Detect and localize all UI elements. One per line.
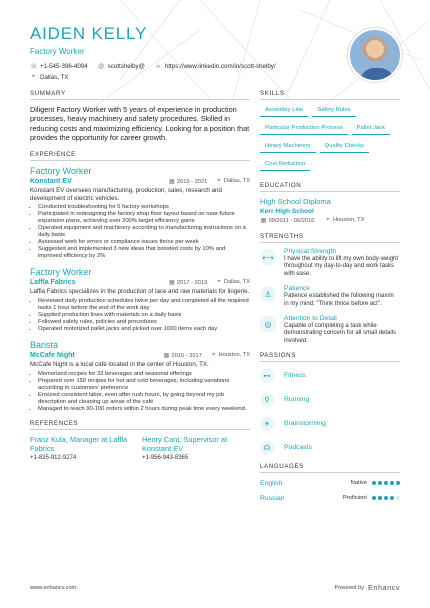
footer-url[interactable]: www.enhancv.com — [30, 584, 77, 591]
job-bullet: • Operated motorized pallet jacks and picked over 1000 items each day — [38, 326, 250, 333]
left-column — [30, 90, 250, 461]
strength-title: Physical Strength — [284, 248, 337, 255]
language-name: English — [260, 479, 283, 487]
calendar-icon: ▦ — [260, 218, 267, 224]
rating-dot — [372, 496, 376, 500]
passions-heading: PASSIONS — [260, 352, 400, 362]
passion-item — [260, 439, 400, 456]
job-dates: 2019 - 2021 — [176, 179, 208, 186]
rating-dot — [384, 481, 388, 485]
job-bullet: • Conducted troubleshooting for 5 factory workshops — [38, 204, 250, 211]
skills-heading: SKILLS — [260, 90, 400, 100]
strength-description: Patience established the following maxim in my mind: "Think thrice before act". — [284, 293, 394, 307]
right-column — [260, 90, 400, 508]
reference-name: Franz Kula, Manager at Laffla Fabrics — [30, 434, 128, 453]
skill-tag: Particular Production Process — [260, 123, 348, 135]
location-pin-icon: ⌖ — [217, 178, 221, 185]
skill-tag: Quality Checks — [320, 141, 370, 153]
link-icon: ∞ — [156, 63, 161, 70]
linkedin-text: https://www.linkedin.com/in/scott-shelby/ — [164, 63, 276, 70]
dumbbell-icon: ⊷ — [260, 369, 274, 383]
page-footer — [30, 583, 400, 592]
at-icon: @ — [98, 63, 105, 70]
location-pin-icon: ⌖ — [211, 351, 216, 358]
job-location: Dallas, TX — [223, 178, 250, 185]
candidate-title: Factory Worker — [30, 47, 85, 56]
education-location: Houston, TX — [332, 217, 365, 223]
job-company: Konstant EV — [30, 178, 72, 186]
candidate-name: AIDEN KELLY — [30, 24, 148, 43]
job-role: Factory Worker — [30, 166, 92, 177]
language-rating — [372, 496, 400, 500]
skill-tag: Heavy Machinery — [260, 141, 316, 153]
language-name: Russian — [260, 494, 285, 502]
education-school: Kerr High School — [260, 208, 314, 215]
job-bullet: • Followed safety rules, policies and procedures — [38, 319, 250, 326]
job-description: Konstant EV oversees manufacturing, production, sales, research and development of electric vehicles. — [30, 187, 222, 202]
email-text: scottshelby@ — [107, 63, 145, 70]
education-heading: EDUCATION — [260, 182, 400, 192]
strength-title: Attention to Detail — [284, 315, 337, 323]
references-list — [30, 435, 250, 461]
language-rating — [372, 481, 400, 485]
experience-item — [30, 340, 250, 413]
job-bullet: • Assessed work for errors or compliance issues thrice per week — [38, 239, 250, 246]
job-description: McCafe Night is a local café located in the center of Houston, TX. — [30, 360, 209, 368]
job-bullet: • Suggested and implemented 3 new ideas that boosted costs by 10% and improved efficiency by 2% — [38, 246, 250, 260]
job-company: McCafe Night — [30, 351, 75, 359]
phone-text: +1-545-396-4094 — [40, 63, 88, 70]
job-bullet: • Operated equipment and machinery according to manufacturing instructions on a daily basis — [38, 225, 250, 239]
footer-powered-by: Powered by — [334, 584, 364, 591]
skill-tag: Pallet Jack — [352, 123, 390, 135]
strength-item — [260, 248, 400, 278]
reference-phone: +1-835-912-9274 — [30, 454, 77, 461]
rating-dot — [390, 496, 394, 500]
location-contact — [30, 74, 68, 81]
passion-label: Brainstorming — [284, 420, 326, 428]
reference-name: Henry Cant, Supervisor at Konstant EV — [142, 434, 228, 453]
location-pin-icon: ⌖ — [326, 217, 330, 223]
experience-item — [30, 166, 250, 260]
education-degree: High School Diploma — [260, 197, 331, 206]
rating-dot — [390, 481, 394, 485]
job-location: Houston, TX — [218, 351, 250, 358]
experience-heading: EXPERIENCE — [30, 151, 250, 161]
skill-tag: Safety Rules — [312, 105, 355, 117]
job-bullet: • Prepared over 150 recipes for hot and cold beverages, including variations according to customers' preference — [38, 378, 250, 392]
skill-tag: Assembly Line — [260, 105, 308, 117]
job-bullet: • Reviewed daily production schedules twice per day and completed all the required tasks 1 hour before the end of the work day — [38, 298, 250, 312]
job-bullets — [38, 204, 250, 260]
passion-item — [260, 367, 400, 384]
calendar-icon: ▦ — [168, 280, 175, 287]
lightbulb-icon: ☀ — [260, 417, 274, 431]
resume-header — [30, 24, 340, 85]
contact-info — [30, 63, 340, 81]
phone-contact[interactable] — [30, 63, 88, 70]
rating-dot — [384, 496, 388, 500]
references-heading: REFERENCES — [30, 420, 250, 430]
strength-item — [260, 315, 400, 345]
profile-photo — [348, 28, 402, 82]
rating-dot — [372, 481, 376, 485]
job-bullet: • Memorized recipes for 33 beverages and seasonal offerings — [38, 371, 250, 378]
language-item — [260, 478, 400, 488]
experience-item — [30, 267, 250, 333]
language-item — [260, 493, 400, 503]
education-item — [260, 197, 400, 224]
rating-dot — [396, 496, 400, 500]
footer-brand: Enhancv — [368, 583, 400, 592]
calendar-icon: ▦ — [168, 179, 175, 186]
job-dates: 2017 - 2019 — [176, 280, 208, 287]
job-bullets — [38, 298, 250, 333]
runner-icon: ⚲ — [260, 393, 274, 407]
phone-icon: ☏ — [30, 64, 38, 70]
person-icon: ♙ — [260, 286, 276, 302]
languages-heading: LANGUAGES — [260, 463, 400, 473]
target-icon: ◎ — [260, 316, 276, 332]
arrows-icon: ⟷ — [260, 249, 276, 265]
headphones-icon: ☊ — [260, 441, 274, 455]
language-level: Native — [350, 480, 367, 487]
job-bullet: • Participated in redesigning the factory shop floor layout based on near-future expansion plans, achieving over 200% target efficiency gains — [38, 211, 250, 225]
job-bullet: • Supplied production lines with materials on a daily basis — [38, 312, 250, 319]
skills-list — [260, 105, 400, 171]
job-role: Barista — [30, 339, 59, 350]
strength-description: Capable of completing a task while demonstrating concern for all small details involved. — [284, 323, 397, 344]
strength-item — [260, 285, 400, 308]
profile-photo-shirt — [360, 68, 394, 82]
strengths-heading: STRENGTHS — [260, 233, 400, 243]
passion-label: Running — [284, 396, 310, 404]
job-role: Factory Worker — [30, 267, 92, 278]
location-pin-icon: ⌖ — [217, 279, 221, 286]
linkedin-contact[interactable] — [155, 63, 276, 70]
passion-item — [260, 391, 400, 408]
location-pin-icon: ⌖ — [31, 74, 36, 80]
calendar-icon: ▦ — [163, 352, 170, 359]
job-company: Laffla Fabrics — [30, 279, 76, 287]
languages-list — [260, 478, 400, 503]
summary-text: Diligent Factory Worker with 5 years of experience in production processes, heavy machinery and safety procedures. Skilled in reducing costs and maximizing efficiency. Looking for a position that provides the opportunity for career growth. — [30, 105, 250, 142]
job-bullet: • Ensured consistent labor, even after rush hours, by going beyond my job description and cleaning up areas of the café — [38, 392, 250, 406]
rating-dot — [396, 481, 400, 485]
job-dates: 2016 - 2017 — [171, 352, 202, 359]
email-contact[interactable] — [98, 63, 145, 70]
rating-dot — [378, 496, 382, 500]
passion-label: Fitness — [284, 372, 306, 380]
rating-dot — [378, 481, 382, 485]
reference-phone: +1-956-943-8365 — [142, 454, 189, 461]
reference-item — [142, 435, 250, 461]
reference-item — [30, 435, 138, 461]
job-bullet: • Managed to reach 90-100 orders within 2 hours during peak time every weekend. — [38, 406, 250, 413]
summary-heading: SUMMARY — [30, 90, 250, 100]
location-text: Dallas, TX — [40, 74, 69, 81]
passion-label: Podcasts — [284, 444, 312, 452]
strength-title: Patience — [284, 285, 311, 293]
job-description: Laffla Fabrics specializes in the production of lace and raw materials for lingerie. — [30, 288, 250, 296]
strength-description: I have the ability to lift my own body-weight throughout my day-to-day and work tasks with ease. — [284, 256, 399, 277]
language-level: Proficient — [342, 495, 367, 502]
passion-item — [260, 415, 400, 432]
job-bullets — [38, 371, 250, 413]
job-location: Dallas, TX — [223, 279, 250, 286]
education-dates: 09/2011 - 06/2016 — [268, 218, 315, 224]
skill-tag: Cost Reduction — [260, 159, 310, 171]
